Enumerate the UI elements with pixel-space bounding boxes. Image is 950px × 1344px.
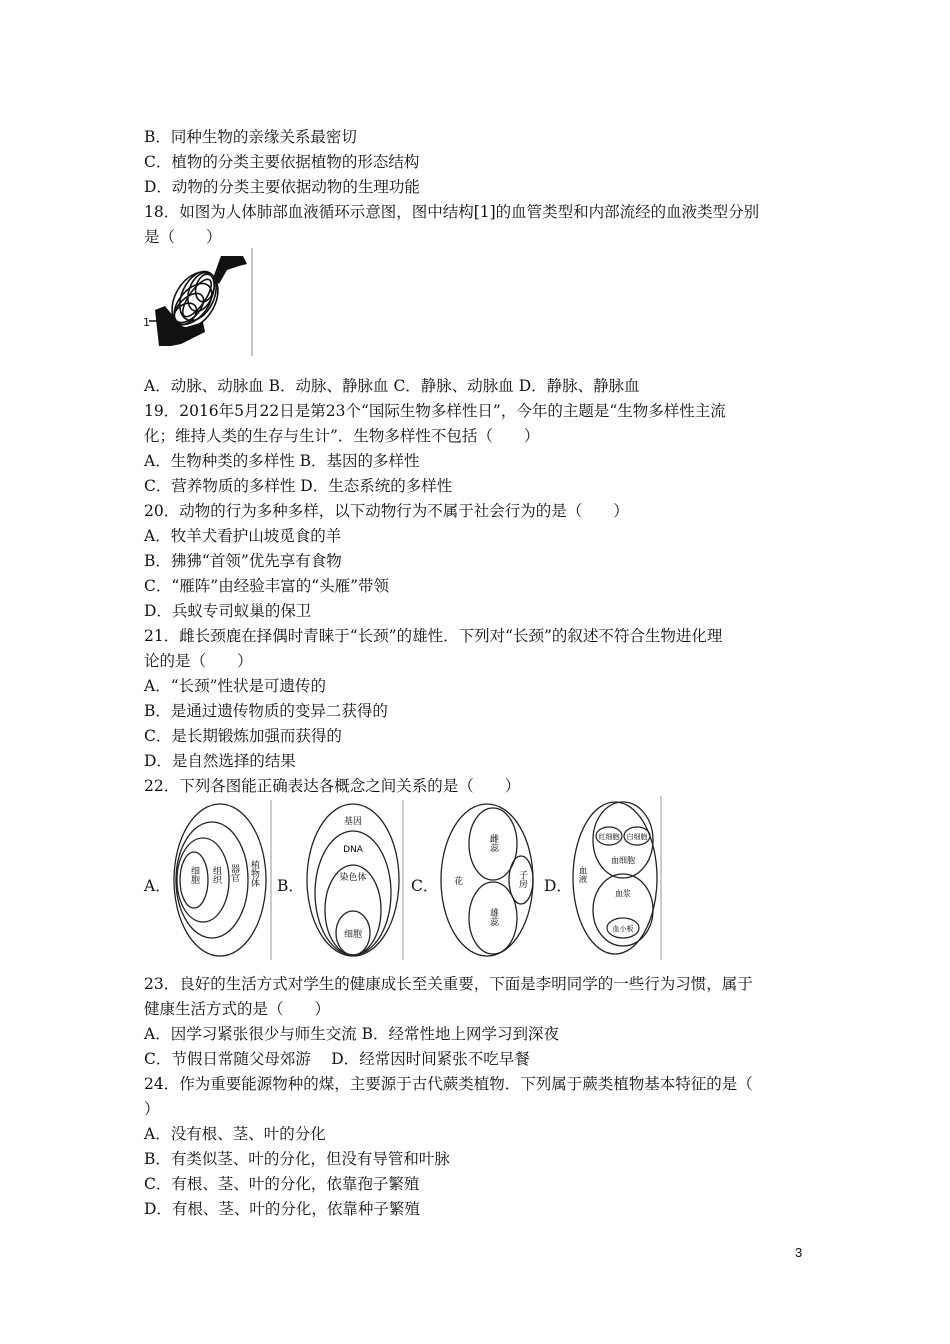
q22-diagram-a — [170, 800, 272, 960]
question-23-options-cd: C．节假日常随父母郊游 D．经常因时间紧张不吃早餐 — [144, 1050, 530, 1068]
question-24-option-a: A．没有根、茎、叶的分化 — [144, 1125, 326, 1143]
question-19-stem: 19．2016年5月22日是第23个“国际生物多样性日”，今年的主题是“生物多样性主流 — [144, 402, 726, 420]
diagram-c-ovary: 子房 — [517, 870, 527, 888]
diagram-b-cell: 细胞 — [343, 930, 363, 940]
question-18-stem: 18．如图为人体肺部血液循环示意图，图中结构[1]的血管类型和内部流经的血液类型分别 — [144, 203, 760, 221]
diagram-b-gene: 基因 — [343, 817, 363, 827]
question-20-option-d: D．兵蚁专司蚁巢的保卫 — [144, 602, 312, 620]
diagram-b-chromosome: 染色体 — [339, 873, 367, 883]
option-17b: B．同种生物的亲缘关系最密切 — [144, 128, 357, 146]
diagram-a-tissue: 组织 — [211, 866, 221, 884]
question-23-stem: 23．良好的生活方式对学生的健康成长至关重要，下面是李明同学的一些行为习惯，属于 — [144, 975, 753, 993]
q22-diagram-c — [437, 800, 541, 960]
q22-diagram-b — [303, 800, 405, 960]
question-24-stem-cont: ） — [144, 1100, 160, 1118]
q22-option-d-label: D． — [544, 877, 572, 895]
structure-1-label: 1 — [143, 316, 150, 329]
question-21-option-c: C．是长期锻炼加强而获得的 — [144, 727, 342, 745]
diagram-d-white-cell: 白细胞 — [626, 833, 648, 841]
diagram-a-organ: 器官 — [229, 864, 239, 882]
question-22-stem: 22．下列各图能正确表达各概念之间关系的是（ ） — [144, 777, 521, 795]
question-24-option-b: B．有类似茎、叶的分化，但没有导管和叶脉 — [144, 1150, 450, 1168]
question-21-stem: 21．雌长颈鹿在择偶时青睐于“长颈”的雄性．下列对“长颈”的叙述不符合生物进化理 — [144, 627, 723, 645]
q22-diagram-d — [569, 796, 663, 960]
diagram-c-stamen: 雄蕊 — [488, 908, 498, 926]
diagram-d-blood: 血液 — [577, 866, 587, 883]
question-19-options-ab: A．生物种类的多样性 B．基因的多样性 — [144, 452, 420, 470]
page-number: 3 — [795, 1245, 803, 1260]
question-20-option-b: B．狒狒“首领”优先享有食物 — [144, 552, 342, 570]
question-23-stem-cont: 健康生活方式的是（ ） — [144, 1000, 331, 1018]
question-21-option-a: A．“长颈”性状是可遗传的 — [144, 677, 327, 695]
question-20-option-a: A．牧羊犬看护山坡觅食的羊 — [144, 527, 342, 545]
question-21-option-b: B．是通过遗传物质的变异二获得的 — [144, 702, 388, 720]
q22-option-a-label: A． — [144, 877, 171, 895]
diagram-b-dna: DNA — [343, 845, 363, 855]
diagram-a-plant: 植物体 — [249, 860, 259, 887]
question-20-option-c: C．“雁阵”由经验丰富的“头雁”带领 — [144, 577, 390, 595]
question-18-options: A．动脉、动脉血 B．动脉、静脉血 C．静脉、动脉血 D．静脉、静脉血 — [144, 377, 640, 395]
question-19-stem-cont: 化；维持人类的生存与生计”．生物多样性不包括（ ） — [144, 427, 540, 445]
diagram-d-red-cell: 红细胞 — [598, 833, 620, 841]
question-21-stem-cont: 论的是（ ） — [144, 652, 253, 670]
question-24-option-d: D．有根、茎、叶的分化，依靠种子繁殖 — [144, 1200, 420, 1218]
question-20-stem: 20．动物的行为多种多样，以下动物行为不属于社会行为的是（ ） — [144, 502, 629, 520]
question-24-stem: 24．作为重要能源物种的煤，主要源于古代蕨类植物．下列属于蕨类植物基本特征的是（ — [144, 1075, 753, 1093]
diagram-c-pistil: 雌蕊 — [488, 834, 498, 852]
diagram-d-plasma: 血浆 — [615, 889, 631, 898]
question-21-option-d: D．是自然选择的结果 — [144, 752, 296, 770]
option-17d: D．动物的分类主要依据动物的生理功能 — [144, 178, 420, 196]
q22-option-c-label: C． — [411, 877, 439, 895]
question-24-option-c: C．有根、茎、叶的分化，依靠孢子繁殖 — [144, 1175, 420, 1193]
option-17c: C．植物的分类主要依据植物的形态结构 — [144, 153, 420, 171]
question-18-stem-cont: 是（ ） — [144, 228, 222, 246]
question-19-options-cd: C．营养物质的多样性 D．生态系统的多样性 — [144, 477, 453, 495]
diagram-d-platelet: 血小板 — [612, 925, 634, 933]
diagram-d-blood-cell: 血细胞 — [611, 856, 635, 865]
diagram-a-cell: 细胞 — [189, 866, 199, 884]
lung-circulation-figure — [143, 248, 258, 356]
q22-option-b-label: B． — [277, 877, 304, 895]
diagram-c-flower: 花 — [452, 876, 462, 885]
question-23-options-ab: A．因学习紧张很少与师生交流 B．经常性地上网学习到深夜 — [144, 1025, 560, 1043]
lung-circulation-diagram — [143, 248, 258, 356]
